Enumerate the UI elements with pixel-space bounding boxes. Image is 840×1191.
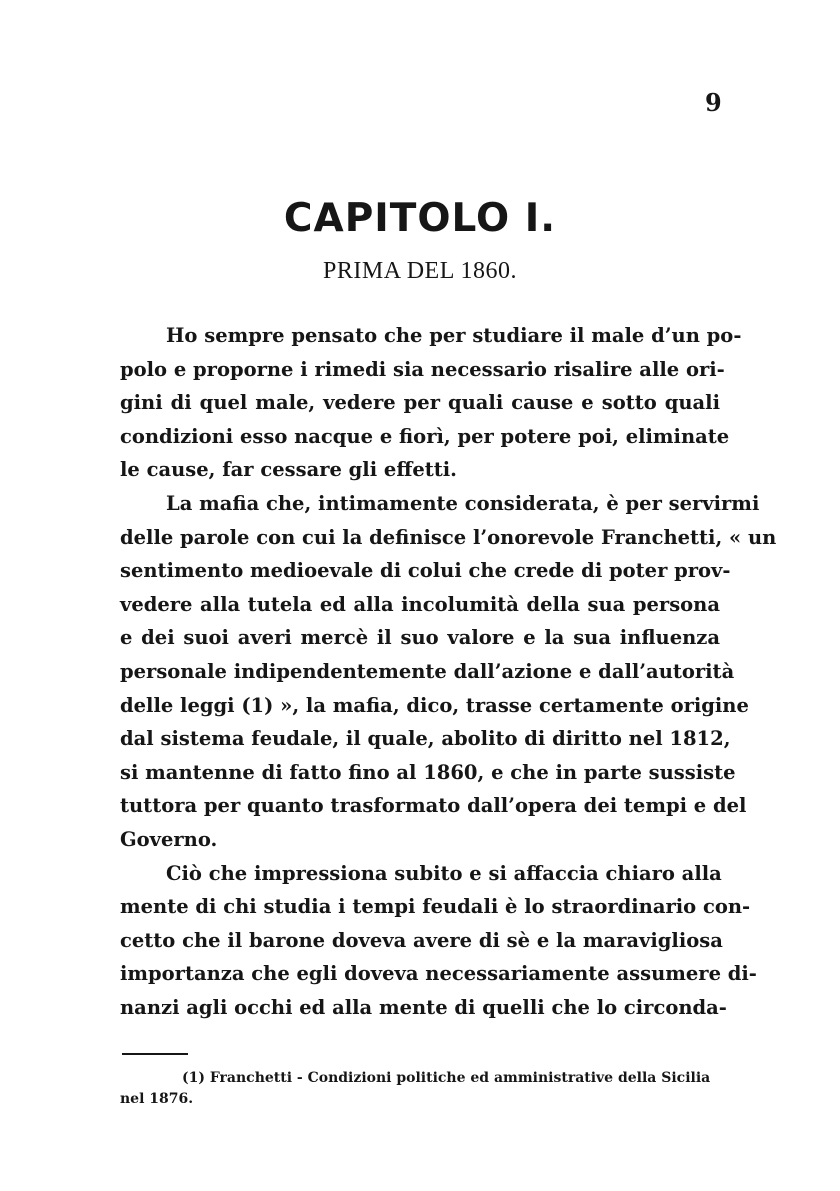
text-line: si mantenne di fatto fino al 1860, e che in parte sussiste	[120, 760, 736, 784]
text-line: personale indipendentemente dall’azione e dall’autorità	[120, 659, 735, 683]
text-line: vedere alla tutela ed alla incolumità della sua persona	[120, 592, 720, 616]
footnote-line: (1) Franchetti - Condizioni politiche ed amministrative della Sicilia	[182, 1070, 711, 1086]
text-line: importanza che egli doveva necessariamente assumere di-	[120, 962, 757, 986]
text-line: condizioni esso nacque e fiorì, per potere poi, eliminate	[120, 424, 730, 448]
text-line: cetto che il barone doveva avere di sè e la maravigliosa	[120, 928, 723, 952]
paragraph-2	[120, 487, 777, 857]
text-line: La mafia che, intimamente considerata, è per servirmi	[166, 491, 760, 515]
text-line: mente di chi studia i tempi feudali è lo straordinario con-	[120, 895, 751, 919]
text-line: delle leggi (1) », la mafia, dico, trasse certamente origine	[120, 693, 749, 717]
text-line: le cause, far cessare gli effetti.	[120, 458, 457, 482]
page-number: 9	[705, 88, 722, 117]
chapter-title: PRIMA DEL 1860.	[323, 258, 517, 284]
text-line: Ho sempre pensato che per studiare il male d’un po-	[166, 324, 742, 347]
text-line: polo e proporne i rimedi sia necessario risalire alle ori-	[120, 357, 725, 381]
text-line: Governo.	[120, 827, 218, 851]
text-line: dal sistema feudale, il quale, abolito di diritto nel 1812,	[120, 727, 731, 751]
footnote-line: nel 1876.	[120, 1091, 194, 1107]
paragraph-1	[120, 319, 742, 487]
paragraph-3	[120, 857, 757, 1025]
body-text	[120, 319, 777, 1024]
text-line: e dei suoi averi mercè il suo valore e la sua influenza	[120, 626, 720, 650]
chapter-heading: CAPITOLO I.	[283, 196, 557, 241]
text-line: Ciò che impressiona subito e si affaccia chiaro alla	[166, 861, 722, 885]
text-line: delle parole con cui la definisce l’onorevole Franchetti, « un	[120, 525, 777, 549]
footnote	[120, 1068, 720, 1110]
footnote-divider	[122, 1053, 188, 1055]
text-line: gini di quel male, vedere per quali cause e sotto quali	[120, 391, 720, 415]
text-line: tuttora per quanto trasformato dall’opera dei tempi e del	[120, 794, 747, 818]
text-line: nanzi agli occhi ed alla mente di quelli che lo circonda-	[120, 995, 727, 1019]
text-line: sentimento medioevale di colui che crede di poter prov-	[120, 559, 731, 583]
